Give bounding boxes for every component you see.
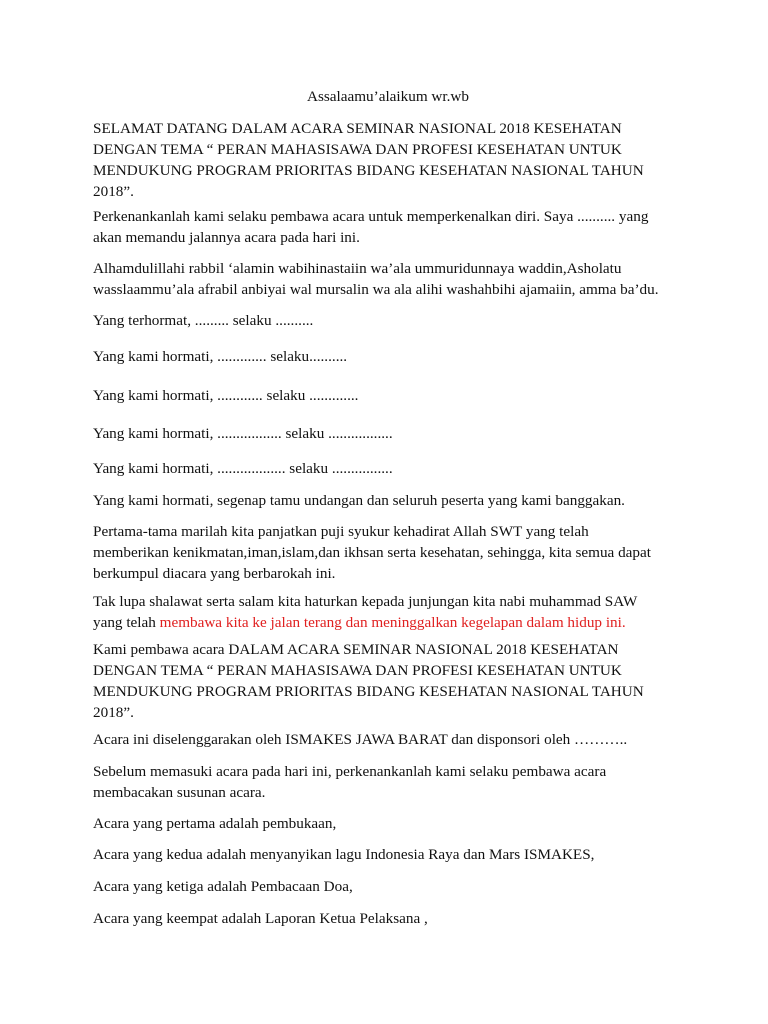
shalawat-prefix: yang telah [93,614,160,631]
agenda-intro-line: membacakan susunan acara. [93,784,266,801]
shalawat-line [93,612,637,633]
honorific-line: Yang kami hormati, .................. selaku ................ [93,460,393,477]
welcome-line: 2018”. [93,183,134,200]
intro-line: Perkenankanlah kami selaku pembawa acara untuk memperkenalkan diri. Saya .......... yang [93,208,649,225]
gratitude-paragraph [93,521,651,584]
prayer-line: wasslaammu’ala afrabil anbiyai wal mursalin wa ala alihi washahbihi ajamaiin, amma ba’du. [93,281,659,298]
opening-prayer-paragraph [93,258,659,300]
announcement-paragraph [93,639,644,723]
organizer-line: Acara ini diselenggarakan oleh ISMAKES JAWA BARAT dan disponsori oleh ……….. [93,731,628,748]
intro-paragraph [93,206,648,248]
agenda-intro-paragraph [93,761,606,803]
honorific-line: Yang kami hormati, ................. selaku ................. [93,425,393,442]
agenda-item: Acara yang ketiga adalah Pembacaan Doa, [93,878,353,895]
honorific-line: Yang terhormat, ......... selaku .......... [93,312,314,329]
welcome-paragraph [93,118,644,202]
announcement-line: Kami pembawa acara DALAM ACARA SEMINAR NASIONAL 2018 KESEHATAN [93,641,619,658]
prayer-line: Alhamdulillahi rabbil ‘alamin wabihinastaiin wa’ala ummuridunnaya waddin,Asholatu [93,260,622,277]
agenda-item: Acara yang kedua adalah menyanyikan lagu Indonesia Raya dan Mars ISMAKES, [93,846,595,863]
announcement-line: 2018”. [93,704,134,721]
agenda-item: Acara yang keempat adalah Laporan Ketua Pelaksana , [93,910,428,927]
gratitude-line: memberikan kenikmatan,iman,islam,dan ikhsan serta kesehatan, sehingga, kita semua dapat [93,544,651,561]
shalawat-highlight: membawa kita ke jalan terang dan meninggalkan kegelapan dalam hidup ini. [159,614,626,631]
honorific-line: Yang kami hormati, ............. selaku.......... [93,348,348,365]
greeting: Assalaamu’alaikum wr.wb [307,88,469,105]
guests-line: Yang kami hormati, segenap tamu undangan dan seluruh peserta yang kami banggakan. [93,492,625,509]
agenda-item: Acara yang pertama adalah pembukaan, [93,815,337,832]
shalawat-line: Tak lupa shalawat serta salam kita haturkan kepada junjungan kita nabi muhammad SAW [93,593,638,610]
honorific-line: Yang kami hormati, ............ selaku ............. [93,387,359,404]
announcement-line: MENDUKUNG PROGRAM PRIORITAS BIDANG KESEHATAN NASIONAL TAHUN [93,683,644,700]
gratitude-line: Pertama-tama marilah kita panjatkan puji syukur kehadirat Allah SWT yang telah [93,523,589,540]
welcome-line: DENGAN TEMA “ PERAN MAHASISAWA DAN PROFESI KESEHATAN UNTUK [93,141,622,158]
gratitude-line: berkumpul diacara yang berbarokah ini. [93,565,336,582]
agenda-intro-line: Sebelum memasuki acara pada hari ini, perkenankanlah kami selaku pembawa acara [93,763,607,780]
welcome-line: MENDUKUNG PROGRAM PRIORITAS BIDANG KESEHATAN NASIONAL TAHUN [93,162,644,179]
shalawat-paragraph [93,591,637,633]
intro-line: akan memandu jalannya acara pada hari ini. [93,229,360,246]
welcome-line: SELAMAT DATANG DALAM ACARA SEMINAR NASIONAL 2018 KESEHATAN [93,120,622,137]
announcement-line: DENGAN TEMA “ PERAN MAHASISAWA DAN PROFESI KESEHATAN UNTUK [93,662,622,679]
